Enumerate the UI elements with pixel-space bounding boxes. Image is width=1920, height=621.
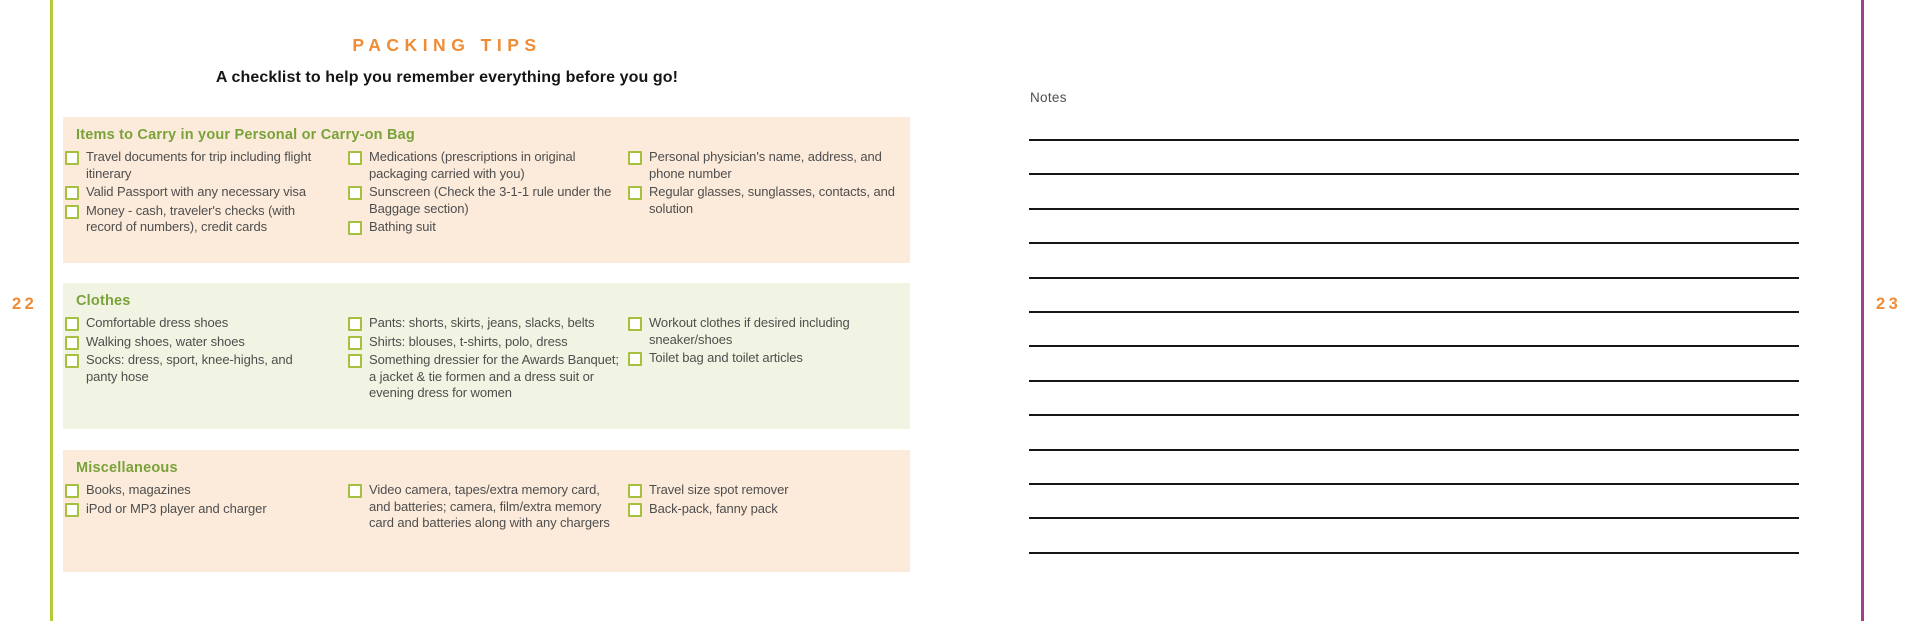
checklist-item-label: Medications (prescriptions in original packaging carried with you) (369, 149, 576, 181)
checklist-item-label: iPod or MP3 player and charger (86, 500, 267, 516)
checklist-item-label: Workout clothes if desired including sneaker/shoes (649, 315, 850, 347)
checklist-item (348, 315, 628, 332)
right-page-edge-rule (1861, 0, 1864, 621)
note-line (1029, 139, 1799, 173)
note-line (1029, 277, 1799, 311)
checklist-item (348, 184, 628, 217)
page-number-right: 23 (1876, 295, 1902, 313)
checkbox-icon[interactable] (348, 317, 362, 331)
checklist-item (348, 334, 628, 351)
checkbox-icon[interactable] (65, 503, 79, 517)
checkbox-icon[interactable] (65, 186, 79, 200)
checklist-item-label: Back-pack, fanny pack (649, 500, 778, 516)
note-line (1029, 311, 1799, 345)
checkbox-icon[interactable] (65, 205, 79, 219)
checklist-item-label: Video camera, tapes/extra memory card, and batteries; camera, film/extra memory card and batteries along with any chargers (369, 482, 610, 530)
notes-ruled-lines (1029, 139, 1799, 586)
checklist-item (65, 501, 348, 518)
page-header (63, 35, 831, 87)
left-page-edge-rule (50, 0, 53, 621)
checklist-item (65, 352, 348, 385)
note-line (1029, 208, 1799, 242)
section-heading: Clothes (76, 293, 131, 309)
section-column (348, 315, 628, 404)
checklist-item (65, 184, 348, 201)
checklist-item-label: Bathing suit (369, 219, 436, 234)
checklist-item-label: Travel documents for trip including flight itinerary (86, 149, 312, 181)
checklist-item-label: Toilet bag and toilet articles (649, 350, 803, 365)
checklist-item (348, 482, 628, 532)
checklist-item (628, 350, 912, 367)
checklist-item (628, 315, 912, 348)
checklist-item (628, 149, 912, 182)
section-columns (65, 149, 910, 238)
checkbox-icon[interactable] (628, 484, 642, 498)
checkbox-icon[interactable] (628, 352, 642, 366)
note-line (1029, 380, 1799, 414)
checkbox-icon[interactable] (628, 151, 642, 165)
section-column (348, 482, 628, 534)
checklist-section (63, 450, 910, 572)
checklist-item (65, 334, 348, 351)
checklist-item (65, 149, 348, 182)
notes-heading: Notes (1030, 90, 1067, 105)
checklist-item (628, 482, 912, 499)
checklist-item (348, 219, 628, 236)
checklist-section (63, 117, 910, 263)
checklist-item-label: Socks: dress, sport, knee-highs, and panty hose (86, 352, 293, 384)
note-line (1029, 414, 1799, 448)
checkbox-icon[interactable] (348, 221, 362, 235)
checkbox-icon[interactable] (348, 151, 362, 165)
checklist-item-label: Comfortable dress shoes (86, 315, 229, 330)
checklist-item (348, 352, 628, 402)
checklist-item (628, 501, 912, 518)
checkbox-icon[interactable] (628, 186, 642, 200)
checklist-item (348, 149, 628, 182)
checkbox-icon[interactable] (348, 336, 362, 350)
section-column (628, 149, 912, 219)
checklist-item (65, 315, 348, 332)
section-column (628, 315, 912, 369)
section-column (65, 149, 348, 238)
checkbox-icon[interactable] (65, 151, 79, 165)
checkbox-icon[interactable] (65, 484, 79, 498)
section-column (65, 315, 348, 387)
note-line (1029, 517, 1799, 551)
checkbox-icon[interactable] (348, 484, 362, 498)
page-number-left: 22 (12, 295, 38, 313)
checkbox-icon[interactable] (348, 186, 362, 200)
note-line (1029, 483, 1799, 517)
checklist-item (65, 482, 348, 499)
checklist-item (628, 184, 912, 217)
checkbox-icon[interactable] (628, 317, 642, 331)
checklist-section (63, 283, 910, 429)
checklist-item (65, 203, 348, 236)
section-columns (65, 315, 910, 404)
section-column (348, 149, 628, 238)
checklist-item-label: Books, magazines (86, 482, 191, 497)
note-line (1029, 449, 1799, 483)
checklist-item-label: Shirts: blouses, t-shirts, polo, dress (369, 333, 568, 349)
checklist-item-label: Pants: shorts, skirts, jeans, slacks, belts (369, 315, 595, 330)
page-subtitle: A checklist to help you remember everything before you go! (215, 69, 679, 86)
checklist-item-label: Travel size spot remover (649, 482, 789, 497)
note-line (1029, 345, 1799, 379)
checklist-item-label: Personal physician's name, address, and phone number (649, 149, 882, 181)
section-heading: Items to Carry in your Personal or Carry-on Bag (76, 127, 415, 143)
checklist-item-label: Walking shoes, water shoes (86, 333, 245, 349)
section-column (628, 482, 912, 519)
checklist-item-label: Money - cash, traveler's checks (with record of numbers), credit cards (86, 202, 296, 234)
checkbox-icon[interactable] (65, 336, 79, 350)
checklist-item-label: Regular glasses, sunglasses, contacts, and solution (649, 184, 895, 216)
note-line (1029, 173, 1799, 207)
checklist-item-label: Valid Passport with any necessary visa (86, 184, 306, 199)
note-line (1029, 552, 1799, 586)
page-title: PACKING TIPS (352, 35, 542, 55)
checkbox-icon[interactable] (65, 354, 79, 368)
checklist-item-label: Something dressier for the Awards Banquet; a jacket & tie formen and a dress suit or evening dress for women (369, 352, 619, 400)
note-line (1029, 242, 1799, 276)
section-heading: Miscellaneous (76, 460, 178, 476)
checkbox-icon[interactable] (628, 503, 642, 517)
section-columns (65, 482, 910, 534)
checklist-item-label: Sunscreen (Check the 3-1-1 rule under the Baggage section) (369, 184, 612, 216)
checkbox-icon[interactable] (65, 317, 79, 331)
checkbox-icon[interactable] (348, 354, 362, 368)
section-column (65, 482, 348, 519)
